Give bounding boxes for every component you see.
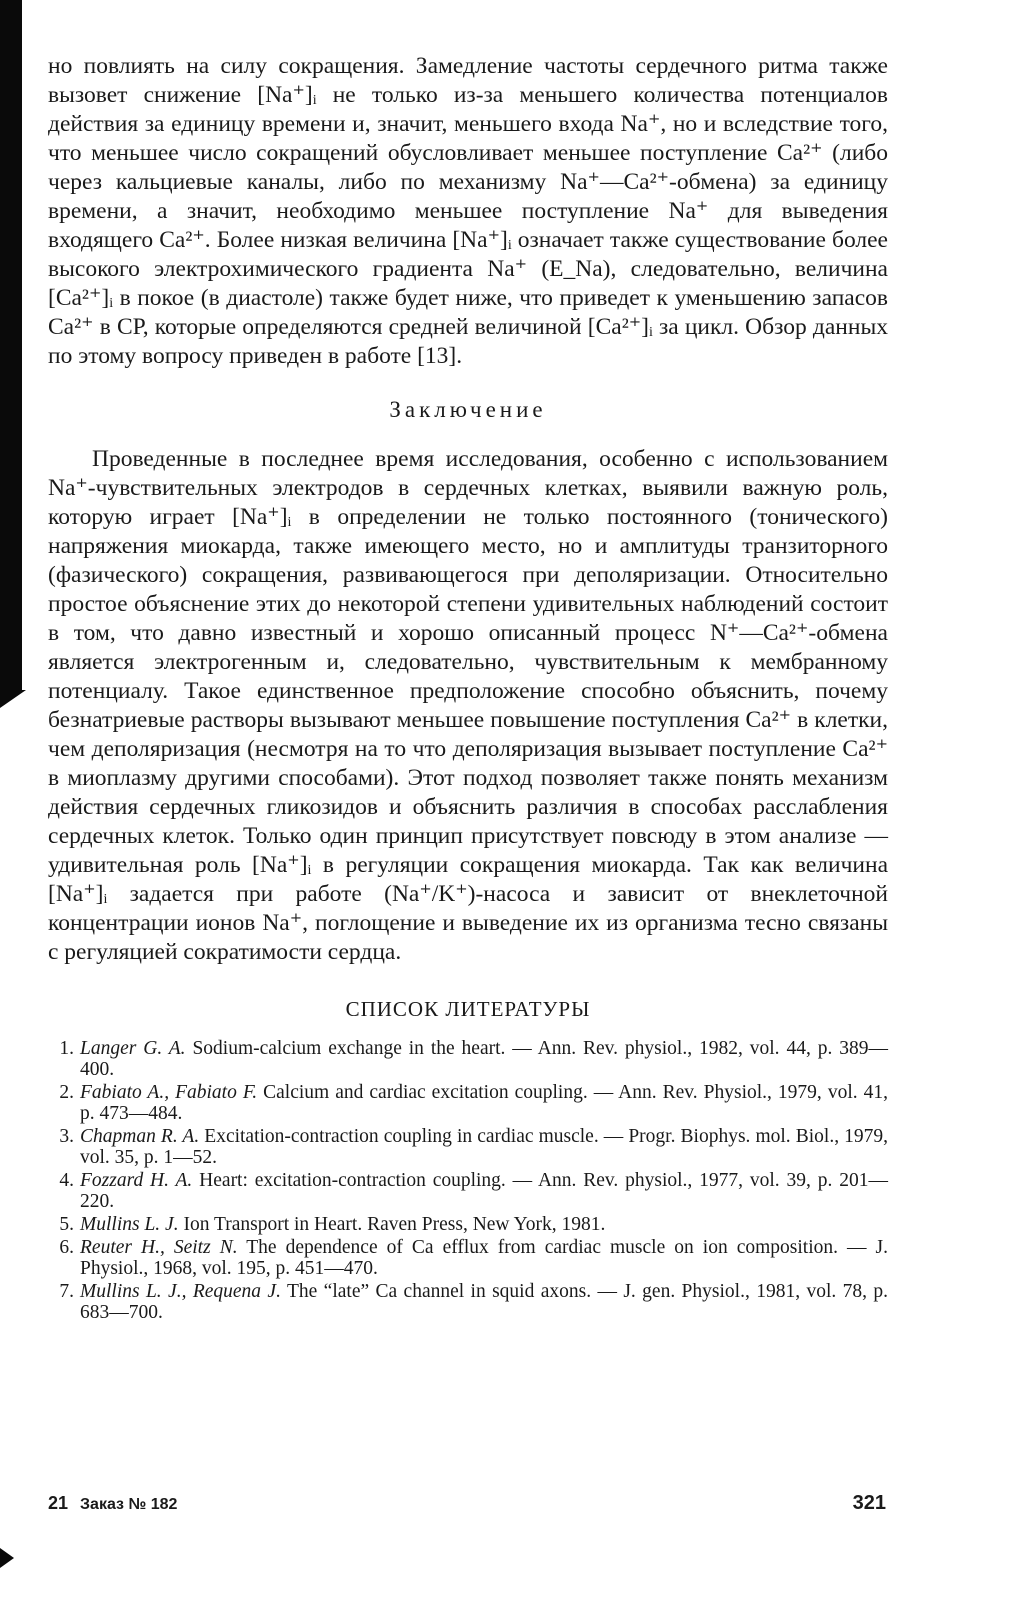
reference-text: Sodium-calcium exchange in the heart. — Ann. Rev. physiol., 1982, vol. 44, p. 389—400. — [80, 1038, 889, 1080]
reference-authors: Chapman R. A. — [80, 1126, 200, 1147]
reference-number: 7. — [59, 1281, 74, 1302]
references-title: СПИСОК ЛИТЕРАТУРЫ — [345, 997, 591, 1021]
reference-authors: Mullins L. J. — [80, 1214, 179, 1235]
reference-number: 1. — [59, 1038, 74, 1059]
reference-number: 3. — [59, 1126, 74, 1147]
reference-number: 5. — [59, 1214, 74, 1235]
reference-item — [48, 1082, 888, 1124]
reference-authors: Mullins L. J., Requena J. — [80, 1281, 281, 1302]
reference-item — [48, 1214, 888, 1235]
reference-text: The “late” Ca channel in squid axons. — J. gen. Physiol., 1981, vol. 78, p. 683—700. — [80, 1281, 888, 1323]
scan-edge-tip — [0, 690, 26, 708]
reference-item — [48, 1281, 888, 1323]
reference-item — [48, 1126, 888, 1168]
page-footer — [48, 1492, 886, 1515]
scan-mark — [0, 1548, 14, 1568]
reference-authors: Langer G. A. — [80, 1038, 186, 1059]
page-number: 321 — [852, 1492, 886, 1514]
reference-number: 4. — [59, 1170, 74, 1191]
footer-order: Заказ № 182 — [80, 1496, 178, 1513]
footer-print-info — [48, 1493, 177, 1514]
section-title-conclusion: Заключение — [389, 397, 547, 422]
reference-number: 6. — [59, 1237, 74, 1258]
references-list — [48, 1038, 888, 1323]
reference-authors: Fabiato A., Fabiato F. — [80, 1082, 258, 1103]
reference-text: The dependence of Ca efflux from cardiac muscle on ion composition. — J. Physiol., 1968, vol. 195, p. 451—470. — [80, 1237, 888, 1279]
reference-item — [48, 1038, 888, 1080]
reference-number: 2. — [59, 1082, 74, 1103]
paragraph-continuation: но повлиять на силу сокращения. Замедление частоты сердечного ритма также вызовет снижение [Na⁺]ᵢ не только из-за меньшего количества потенциалов действия за единицу времени и, значит, меньшего входа Na⁺, но и вследствие того, что меньшее число сокращений обусловливает меньшее поступление Ca²⁺ (либо через кальциевые каналы, либо по механизму Na⁺—Ca²⁺-обмена) за единицу времени, а значит, необходимо меньшее поступление Na⁺ для выведения входящего Ca²⁺. Более низкая величина [Na⁺]ᵢ означает также существование более высокого электрохимического градиента Na⁺ (E_Na), следовательно, величина [Ca²⁺]ᵢ в покое (в диастоле) также будет ниже, что приведет к уменьшению запасов Ca²⁺ в СР, которые определяются средней величиной [Ca²⁺]ᵢ за цикл. Обзор данных по этому вопросу приведен в работе [13]. — [48, 53, 888, 369]
scan-edge-shadow — [0, 0, 22, 690]
footer-signature: 21 — [48, 1493, 69, 1513]
reference-text: Calcium and cardiac excitation coupling. — Ann. Rev. Physiol., 1979, vol. 41, p. 473—484. — [80, 1082, 888, 1124]
reference-authors: Fozzard H. A. — [80, 1170, 193, 1191]
reference-text: Heart: excitation-contraction coupling. — Ann. Rev. physiol., 1977, vol. 39, p. 201—220. — [80, 1170, 888, 1212]
reference-item — [48, 1170, 888, 1212]
reference-item — [48, 1237, 888, 1279]
reference-text: Ion Transport in Heart. Raven Press, New York, 1981. — [183, 1214, 606, 1235]
reference-text: Excitation-contraction coupling in cardiac muscle. — Progr. Biophys. mol. Biol., 1979, vol. 35, p. 1—52. — [80, 1126, 889, 1168]
page-body — [48, 52, 888, 1325]
reference-authors: Reuter H., Seitz N. — [80, 1237, 238, 1258]
paragraph-conclusion: Проведенные в последнее время исследования, особенно с использованием Na⁺-чувствительных электродов в сердечных клетках, выявили важную роль, которую играет [Na⁺]ᵢ в определении не только постоянного (тонического) напряжения миокарда, также имеющего место, но и амплитуды транзиторного (фазического) сокращения, развивающегося при деполяризации. Относительно простое объяснение этих до некоторой степени удивительных наблюдений состоит в том, что давно известный и хорошо описанный процесс N⁺—Ca²⁺-обмена является электрогенным и, следовательно, чувствительным к мембранному потенциалу. Такое единственное предположение способно объяснить, почему безнатриевые растворы вызывают меньшее повышение поступления Ca²⁺ в клетки, чем деполяризация (несмотря на то что деполяризация вызывает поступление Ca²⁺ в миоплазму другими способами). Этот подход позволяет также понять механизм действия сердечных гликозидов и объяснить различия в способах расслабления сердечных клеток. Только один принцип присутствует повсюду в этом анализе — удивительная роль [Na⁺]ᵢ в регуляции сокращения миокарда. Так как величина [Na⁺]ᵢ задается при работе (Na⁺/K⁺)-насоса и зависит от внеклеточной концентрации ионов Na⁺, поглощение и выведение их из организма тесно связаны с регуляцией сократимости сердца. — [48, 446, 888, 965]
